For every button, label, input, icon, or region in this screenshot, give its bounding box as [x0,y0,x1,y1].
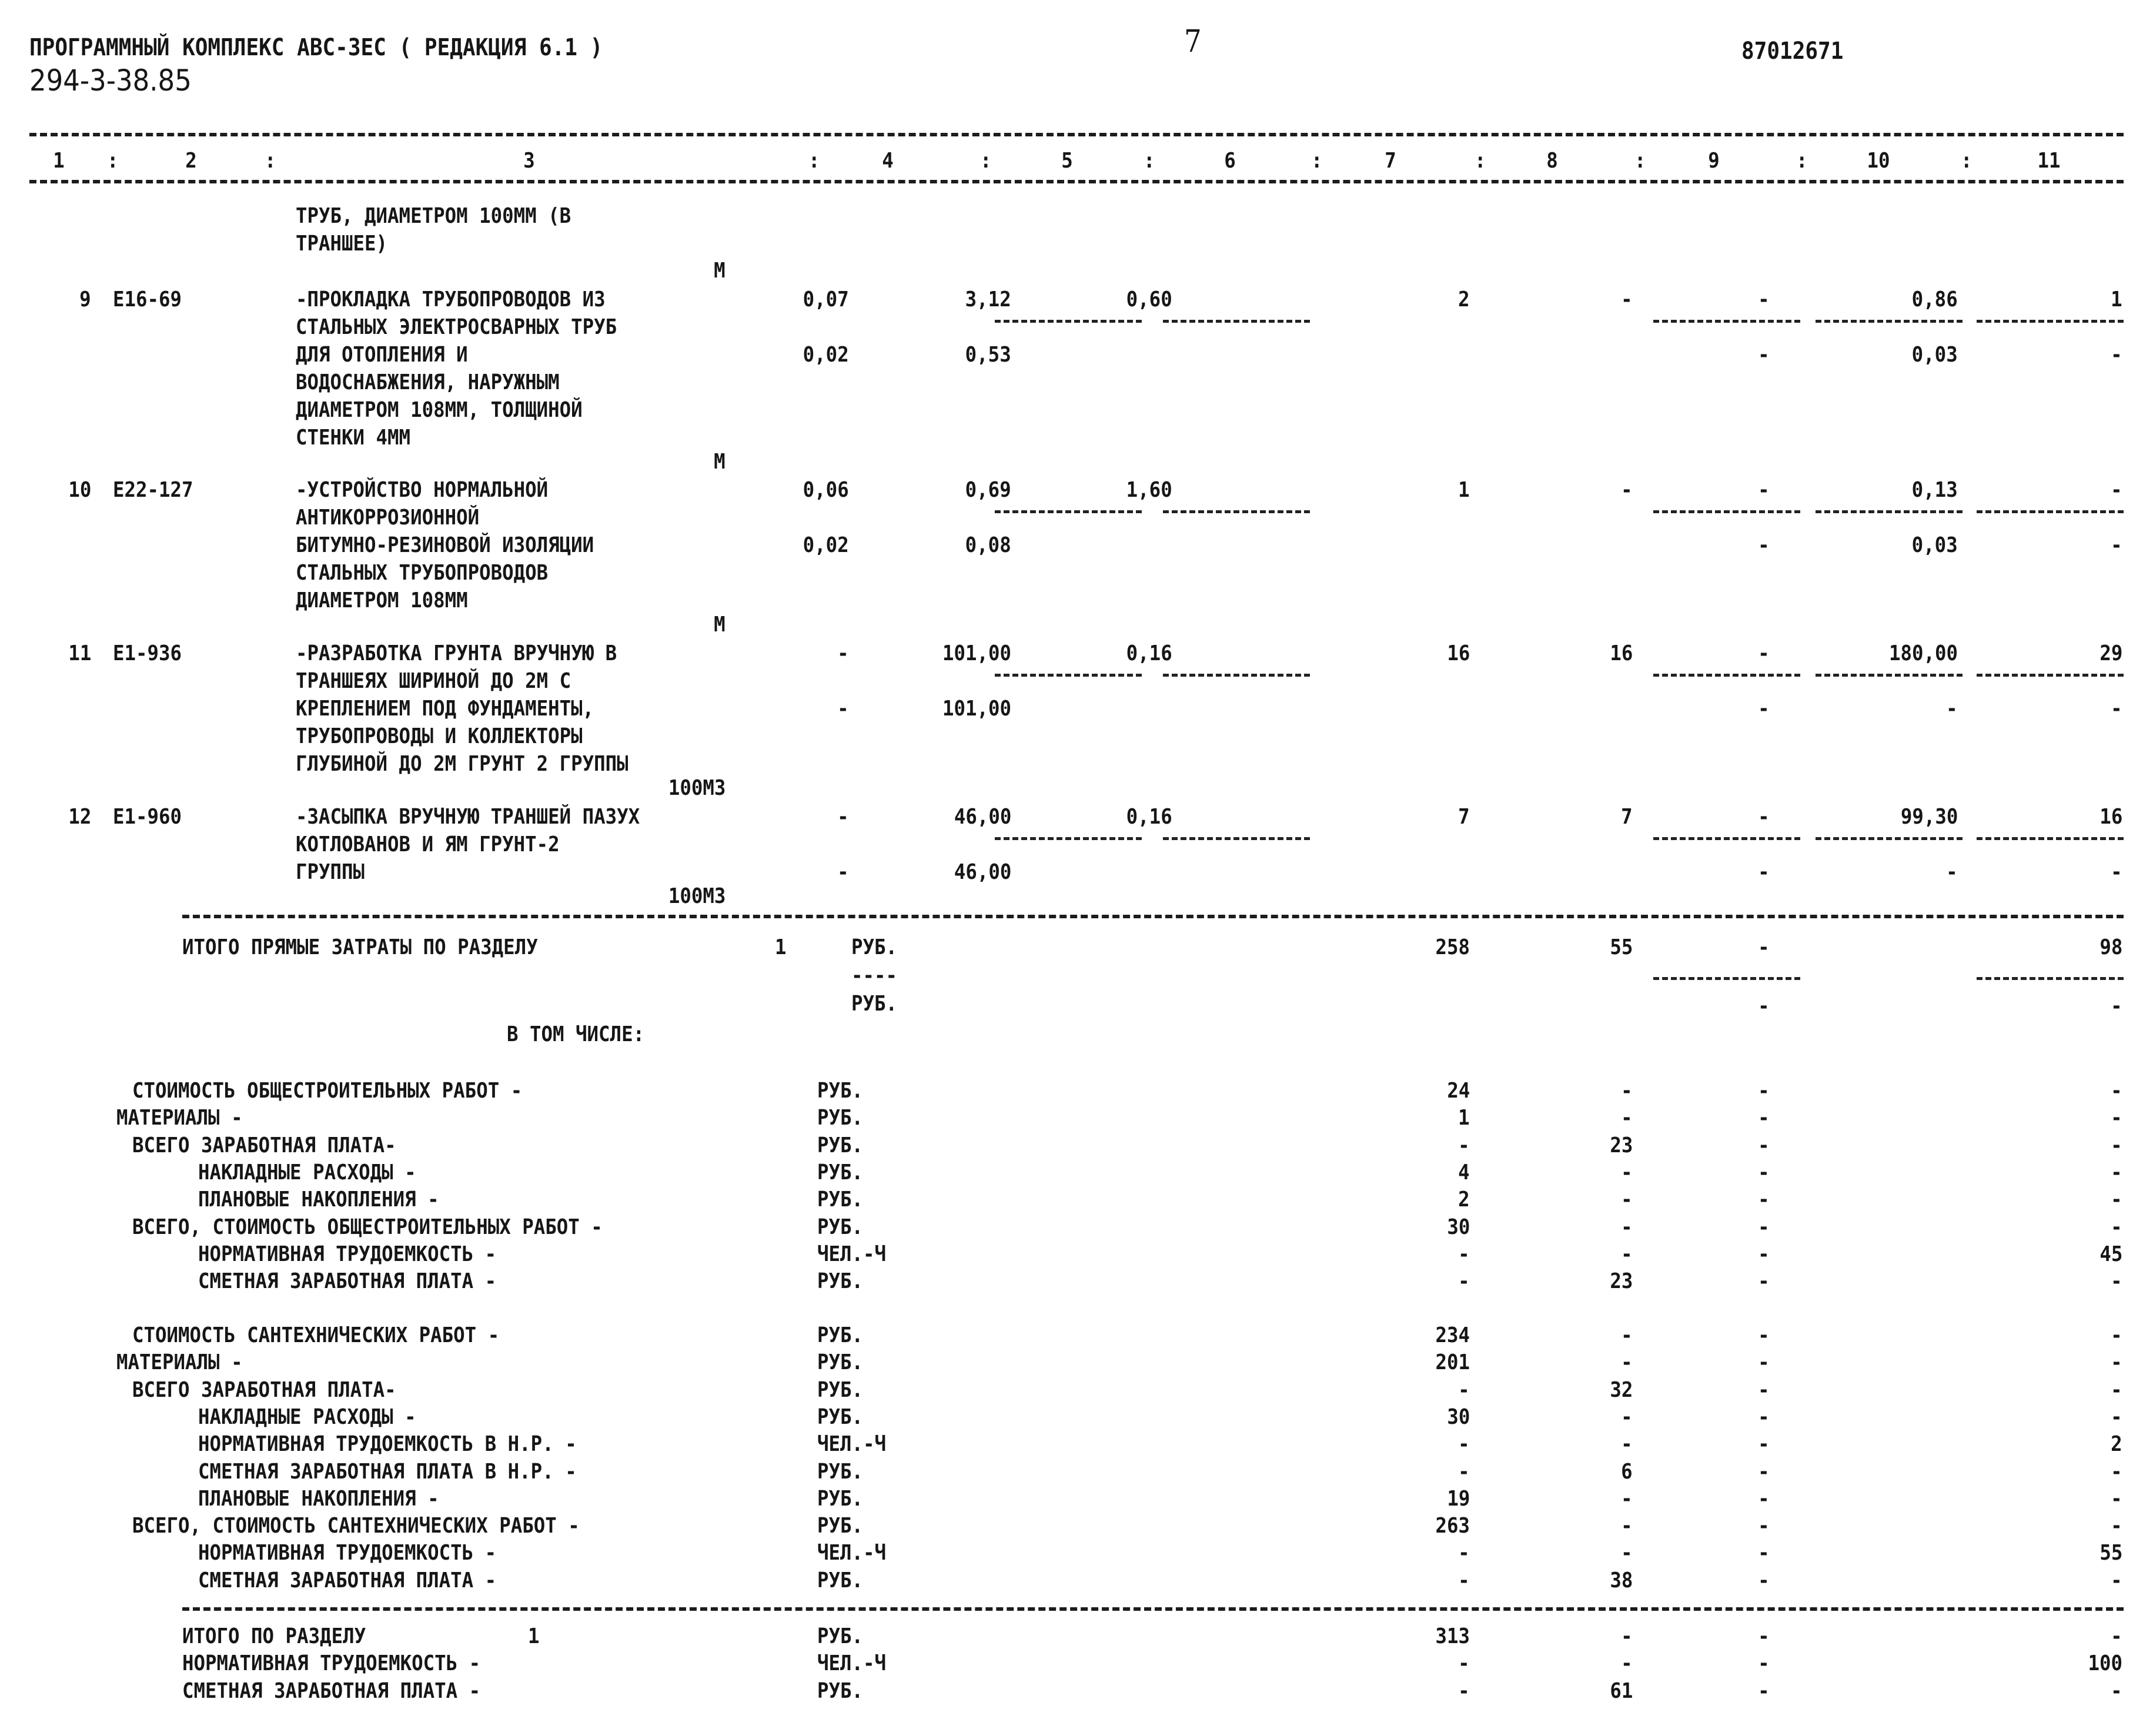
item-c11-separator [1977,320,2124,323]
item-unit: М [714,450,726,474]
total-direct-unit-separator: ---- [851,964,898,988]
item-c11-separator [1977,674,2124,677]
totals-rule [182,915,2124,918]
general-line-label: НОРМАТИВНАЯ ТРУДОЕМКОСТЬ - [198,1242,497,1266]
sanitary-line-c8: 6 [1621,1459,1633,1484]
item-description-line: ДИАМЕТРОМ 108ММ [296,588,468,613]
item-c6: - [837,641,849,665]
item-description-line: ДЛЯ ОТОПЛЕНИЯ И [296,343,468,367]
sanitary-line-label: СТОИМОСТЬ САНТЕХНИЧЕСКИХ РАБОТ - [132,1323,500,1347]
section-total-line-unit: РУБ. [817,1624,864,1648]
sanitary-line-c9: - [1758,1377,1770,1402]
item-c11b: - [2111,533,2122,557]
item-c11b: - [2111,697,2122,721]
sanitary-line-c11: - [2111,1350,2122,1375]
column-separator: : [808,149,820,173]
sanitary-line-c11: - [2111,1568,2122,1593]
general-line-c9: - [1758,1133,1770,1158]
sanitary-line-c7: 234 [1435,1323,1470,1347]
item-c9b: - [1758,343,1770,367]
sanitary-line-c9: - [1758,1323,1770,1347]
sanitary-line-c9: - [1758,1514,1770,1538]
sanitary-line-c7: 30 [1446,1404,1470,1429]
item-c9: - [1758,478,1770,502]
sanitary-line-c9: - [1758,1459,1770,1484]
item-c11b: - [2111,860,2122,884]
column-header-9: 9 [1708,149,1720,173]
item-c5-separator [995,674,1142,677]
item-c6-separator [1163,837,1310,840]
section-total-line-label: ИТОГО ПО РАЗДЕЛУ [182,1624,366,1648]
general-line-c9: - [1758,1215,1770,1239]
item-c11b: - [2111,343,2122,367]
item-description-line: АНТИКОРРОЗИОННОЙ [296,506,480,530]
section-total-line-c7: 313 [1435,1624,1470,1648]
general-line-c8: - [1621,1242,1633,1266]
sanitary-line-label: ВСЕГО, СТОИМОСТЬ САНТЕХНИЧЕСКИХ РАБОТ - [132,1514,580,1538]
column-separator: : [265,149,276,173]
item-c10b: - [1946,697,1958,721]
sanitary-line-label: НОРМАТИВНАЯ ТРУДОЕМКОСТЬ - [198,1541,497,1566]
column-separator: : [980,149,992,173]
item-c10: 99,30 [1900,805,1958,829]
item-c11: 16 [2099,805,2122,829]
item-c10: 0,13 [1911,478,1958,502]
item-c9-separator [1653,510,1800,513]
sanitary-line-c11: - [2111,1514,2122,1538]
sanitary-line-c11: - [2111,1377,2122,1402]
sanitary-line-c8: - [1621,1350,1633,1375]
sanitary-line-c7: 263 [1435,1514,1470,1538]
section-total-line-c11: 100 [2088,1651,2122,1676]
general-line-c11: - [2111,1133,2122,1158]
total-direct-c9: - [1758,935,1770,959]
sanitary-line-c11: - [2111,1404,2122,1429]
sanitary-line-c8: 38 [1609,1568,1633,1593]
general-line-c11: - [2111,1188,2122,1212]
item-c10: 0,86 [1911,287,1958,312]
general-line-label: СТОИМОСТЬ ОБЩЕСТРОИТЕЛЬНЫХ РАБОТ - [132,1079,523,1103]
general-line-c7: - [1458,1242,1470,1266]
sanitary-line-label: НАКЛАДНЫЕ РАСХОДЫ - [198,1404,416,1429]
total-direct-label: ИТОГО ПРЯМЫЕ ЗАТРАТЫ ПО РАЗДЕЛУ [182,935,538,959]
column-separator: : [1144,149,1155,173]
item-description-line: -РАЗРАБОТКА ГРУНТА ВРУЧНУЮ В [296,641,617,665]
item-number: 9 [79,287,91,312]
sanitary-line-unit: ЧЕЛ.-Ч [817,1432,887,1457]
item-c8: 16 [1609,641,1633,665]
sanitary-line-c7: 201 [1435,1350,1470,1375]
item-c6: 0,07 [803,287,849,312]
item-description-line: -ЗАСЫПКА ВРУЧНУЮ ТРАНШЕЙ ПАЗУХ [296,805,640,829]
general-line-c8: - [1621,1160,1633,1185]
general-line-unit: РУБ. [817,1133,864,1158]
general-line-c7: - [1458,1133,1470,1158]
item-c5-separator [995,320,1142,323]
item-c10b: 0,03 [1911,343,1958,367]
column-header-1: 1 [53,149,65,173]
column-header-7: 7 [1385,149,1396,173]
item-c10: 180,00 [1888,641,1958,665]
general-line-c7: - [1458,1269,1470,1294]
item-c10-separator [1816,510,1963,513]
item-c5b: 46,00 [954,860,1011,884]
item-description-line: БИТУМНО-РЕЗИНОВОЙ ИЗОЛЯЦИИ [296,533,594,557]
sanitary-line-c7: - [1458,1568,1470,1593]
general-line-label: ВСЕГО ЗАРАБОТНАЯ ПЛАТА- [132,1133,396,1158]
item-c9-separator [1653,837,1800,840]
sanitary-line-c8: - [1621,1486,1633,1511]
general-line-unit: РУБ. [817,1215,864,1239]
item-c9-separator [1653,674,1800,677]
item-c10-separator [1816,320,1963,323]
general-line-c9: - [1758,1106,1770,1130]
item-c7: 7 [1458,805,1470,829]
header-top-rule [29,133,2124,136]
item-c6b: - [837,697,849,721]
item-c9b: - [1758,860,1770,884]
sanitary-line-unit: РУБ. [817,1350,864,1375]
general-line-label: НАКЛАДНЫЕ РАСХОДЫ - [198,1160,416,1185]
general-line-c11: - [2111,1079,2122,1103]
document-code: 87012671 [1741,38,1844,65]
column-separator: : [107,149,119,173]
sanitary-line-label: ПЛАНОВЫЕ НАКОПЛЕНИЯ - [198,1486,439,1511]
general-line-c9: - [1758,1160,1770,1185]
section-total-line-c9: - [1758,1651,1770,1676]
column-separator: : [1475,149,1486,173]
sanitary-line-c9: - [1758,1486,1770,1511]
general-line-label: ПЛАНОВЫЕ НАКОПЛЕНИЯ - [198,1188,439,1212]
item-c6: 0,06 [803,478,849,502]
item-c10b: 0,03 [1911,533,1958,557]
column-separator: : [1961,149,1973,173]
item-c10b: - [1946,860,1958,884]
item-description-line: ДИАМЕТРОМ 108ММ, ТОЛЩИНОЙ [296,398,583,422]
item-c5b: 0,53 [965,343,1011,367]
document-reference: 294-3-38.85 [29,63,192,98]
general-line-c8: - [1621,1188,1633,1212]
item-unit: 100М3 [668,884,726,908]
sanitary-line-unit: РУБ. [817,1404,864,1429]
item-number: 11 [68,641,91,665]
sanitary-line-c11: - [2111,1459,2122,1484]
item-c11: 29 [2099,641,2122,665]
item-c11: 1 [2111,287,2122,312]
item-c5-separator [995,837,1142,840]
sanitary-line-label: ВСЕГО ЗАРАБОТНАЯ ПЛАТА- [132,1377,396,1402]
item-c9b: - [1758,533,1770,557]
column-separator: : [1634,149,1646,173]
general-line-c11: - [2111,1160,2122,1185]
section-total-line-c8: - [1621,1624,1633,1648]
item-c5b: 0,08 [965,533,1011,557]
item-c10-separator [1816,837,1963,840]
general-line-c11: - [2111,1269,2122,1294]
column-header-4: 4 [882,149,894,173]
item-c4: 0,60 [1126,287,1172,312]
general-line-unit: РУБ. [817,1188,864,1212]
section-total-line-c11: - [2111,1624,2122,1648]
sanitary-line-c7: - [1458,1541,1470,1566]
section-total-line-c9: - [1758,1624,1770,1648]
sanitary-line-unit: РУБ. [817,1568,864,1593]
column-header-3: 3 [523,149,535,173]
general-line-c11: 45 [2099,1242,2122,1266]
sanitary-line-c9: - [1758,1404,1770,1429]
item-description-line: КРЕПЛЕНИЕМ ПОД ФУНДАМЕНТЫ, [296,697,594,721]
sanitary-line-label: МАТЕРИАЛЫ - [116,1350,243,1375]
sanitary-line-c8: - [1621,1404,1633,1429]
total-direct-c11-separator [1977,977,2124,980]
item-c4: 0,16 [1126,805,1172,829]
total-direct-c8: 55 [1609,935,1633,959]
general-line-c8: 23 [1609,1269,1633,1294]
item-c5: 0,69 [965,478,1011,502]
item-c6b: - [837,860,849,884]
total-direct-section: 1 [775,935,787,959]
item-description-line: ТРАНШЕЯХ ШИРИНОЙ ДО 2М С [296,669,571,693]
item-description-line: СТАЛЬНЫХ ТРУБОПРОВОДОВ [296,561,549,585]
including-heading: В ТОМ ЧИСЛЕ: [507,1022,645,1046]
item-code: Е1-936 [113,641,182,665]
item-code: Е22-127 [113,478,193,502]
program-title: ПРОГРАММНЫЙ КОМПЛЕКС АВС-3ЕС ( РЕДАКЦИЯ 6.1 ) [29,34,603,61]
item-c6: - [837,805,849,829]
general-line-label: СМЕТНАЯ ЗАРАБОТНАЯ ПЛАТА - [198,1269,497,1294]
sanitary-line-c8: 32 [1609,1377,1633,1402]
general-line-unit: РУБ. [817,1106,864,1130]
general-line-label: МАТЕРИАЛЫ - [116,1106,243,1130]
total-direct-unit: РУБ. [851,935,898,959]
sanitary-line-c7: - [1458,1432,1470,1457]
section-total-line-c8: 61 [1609,1678,1633,1703]
sanitary-line-label: НОРМАТИВНАЯ ТРУДОЕМКОСТЬ В Н.Р. - [198,1432,577,1457]
sanitary-line-unit: РУБ. [817,1377,864,1402]
continuation-unit: М [714,259,726,283]
item-c7: 16 [1446,641,1470,665]
general-line-c11: - [2111,1106,2122,1130]
item-code: Е1-960 [113,805,182,829]
general-line-c9: - [1758,1269,1770,1294]
general-line-c9: - [1758,1242,1770,1266]
sanitary-line-c7: 19 [1446,1486,1470,1511]
item-c9: - [1758,805,1770,829]
item-description-line: КОТЛОВАНОВ И ЯМ ГРУНТ-2 [296,832,560,857]
general-line-unit: РУБ. [817,1160,864,1185]
column-header-6: 6 [1224,149,1236,173]
item-c5: 46,00 [954,805,1011,829]
item-c5-separator [995,510,1142,513]
header-bottom-rule [29,180,2124,183]
general-line-c7: 30 [1446,1215,1470,1239]
sanitary-line-c11: - [2111,1486,2122,1511]
general-line-unit: РУБ. [817,1269,864,1294]
total-direct-unit-2: РУБ. [851,992,898,1016]
general-line-c7: 1 [1458,1106,1470,1130]
item-c11-separator [1977,510,2124,513]
item-code: Е16-69 [113,287,182,312]
item-c11: - [2111,478,2122,502]
item-c6b: 0,02 [803,343,849,367]
item-c4: 0,16 [1126,641,1172,665]
sanitary-line-unit: РУБ. [817,1486,864,1511]
column-header-2: 2 [185,149,197,173]
item-number: 12 [68,805,91,829]
sanitary-line-c11: 55 [2099,1541,2122,1566]
item-c7: 2 [1458,287,1470,312]
item-description-line: СТАЛЬНЫХ ЭЛЕКТРОСВАРНЫХ ТРУБ [296,315,617,339]
general-line-c11: - [2111,1215,2122,1239]
section-total-line-c7: - [1458,1651,1470,1676]
sanitary-line-c9: - [1758,1541,1770,1566]
item-c6-separator [1163,320,1310,323]
item-c8: 7 [1621,805,1633,829]
item-c11-separator [1977,837,2124,840]
item-c6-separator [1163,510,1310,513]
item-c9: - [1758,641,1770,665]
sanitary-line-unit: РУБ. [817,1323,864,1347]
section-total-line-c11: - [2111,1678,2122,1703]
item-c6b: 0,02 [803,533,849,557]
sanitary-line-label: СМЕТНАЯ ЗАРАБОТНАЯ ПЛАТА - [198,1568,497,1593]
column-header-11: 11 [2037,149,2061,173]
item-c7: 1 [1458,478,1470,502]
general-line-c8: - [1621,1106,1633,1130]
item-c8: - [1621,287,1633,312]
sanitary-line-unit: ЧЕЛ.-Ч [817,1541,887,1566]
general-line-c9: - [1758,1079,1770,1103]
column-header-8: 8 [1546,149,1558,173]
sanitary-line-c7: - [1458,1459,1470,1484]
section-total-line-c7: - [1458,1678,1470,1703]
general-line-c8: 23 [1609,1133,1633,1158]
general-line-label: ВСЕГО, СТОИМОСТЬ ОБЩЕСТРОИТЕЛЬНЫХ РАБОТ - [132,1215,603,1239]
item-c8: - [1621,478,1633,502]
item-description-line: -УСТРОЙСТВО НОРМАЛЬНОЙ [296,478,549,502]
column-separator: : [1311,149,1323,173]
section-total-line-unit: РУБ. [817,1678,864,1703]
sanitary-line-c8: - [1621,1432,1633,1457]
total-direct-c9b: - [1758,994,1770,1018]
sanitary-line-c9: - [1758,1432,1770,1457]
item-unit: М [714,613,726,637]
section-total-line-c8: - [1621,1651,1633,1676]
sanitary-line-label: СМЕТНАЯ ЗАРАБОТНАЯ ПЛАТА В Н.Р. - [198,1459,577,1484]
column-header-10: 10 [1867,149,1890,173]
continuation-line-2: ТРАНШЕЕ) [296,232,388,256]
item-description-line: ТРУБОПРОВОДЫ И КОЛЛЕКТОРЫ [296,724,583,748]
sanitary-line-c8: - [1621,1323,1633,1347]
general-line-c8: - [1621,1215,1633,1239]
sanitary-line-c7: - [1458,1377,1470,1402]
general-line-c7: 4 [1458,1160,1470,1185]
general-line-c7: 24 [1446,1079,1470,1103]
section-total-line-section: 1 [528,1624,540,1648]
sanitary-line-unit: РУБ. [817,1514,864,1538]
item-c9: - [1758,287,1770,312]
sanitary-line-c11: - [2111,1323,2122,1347]
total-direct-c11b: - [2111,994,2122,1018]
general-line-unit: ЧЕЛ.-Ч [817,1242,887,1266]
sanitary-line-c11: 2 [2111,1432,2122,1457]
section-total-line-c9: - [1758,1678,1770,1703]
item-c10-separator [1816,674,1963,677]
sanitary-line-unit: РУБ. [817,1459,864,1484]
section-total-line-label: СМЕТНАЯ ЗАРАБОТНАЯ ПЛАТА - [182,1678,481,1703]
item-c6-separator [1163,674,1310,677]
section-total-line-unit: ЧЕЛ.-Ч [817,1651,887,1676]
sanitary-line-c9: - [1758,1350,1770,1375]
item-description-line: ГЛУБИНОЙ ДО 2М ГРУНТ 2 ГРУППЫ [296,752,628,776]
column-separator: : [1796,149,1808,173]
item-number: 10 [68,478,91,502]
total-direct-c7: 258 [1435,935,1470,959]
item-c5: 3,12 [965,287,1011,312]
item-c9-separator [1653,320,1800,323]
general-line-unit: РУБ. [817,1079,864,1103]
sanitary-line-c9: - [1758,1568,1770,1593]
general-line-c8: - [1621,1079,1633,1103]
general-line-c9: - [1758,1188,1770,1212]
item-description-line: ВОДОСНАБЖЕНИЯ, НАРУЖНЫМ [296,370,560,394]
general-line-c7: 2 [1458,1188,1470,1212]
total-direct-c11: 98 [2099,935,2122,959]
item-description-line: ГРУППЫ [296,860,365,884]
item-c4: 1,60 [1126,478,1172,502]
item-unit: 100М3 [668,776,726,800]
item-description-line: СТЕНКИ 4ММ [296,426,411,450]
continuation-line-1: ТРУБ, ДИАМЕТРОМ 100ММ (В [296,204,571,228]
sanitary-line-c8: - [1621,1514,1633,1538]
section-total-rule [182,1607,2124,1611]
total-direct-c9-separator [1653,977,1800,980]
page-number: 7 [1184,24,1202,59]
sanitary-line-c8: - [1621,1541,1633,1566]
item-description-line: -ПРОКЛАДКА ТРУБОПРОВОДОВ ИЗ [296,287,606,312]
section-total-line-label: НОРМАТИВНАЯ ТРУДОЕМКОСТЬ - [182,1651,481,1676]
item-c5: 101,00 [942,641,1011,665]
column-header-5: 5 [1061,149,1073,173]
item-c5b: 101,00 [942,697,1011,721]
item-c9b: - [1758,697,1770,721]
